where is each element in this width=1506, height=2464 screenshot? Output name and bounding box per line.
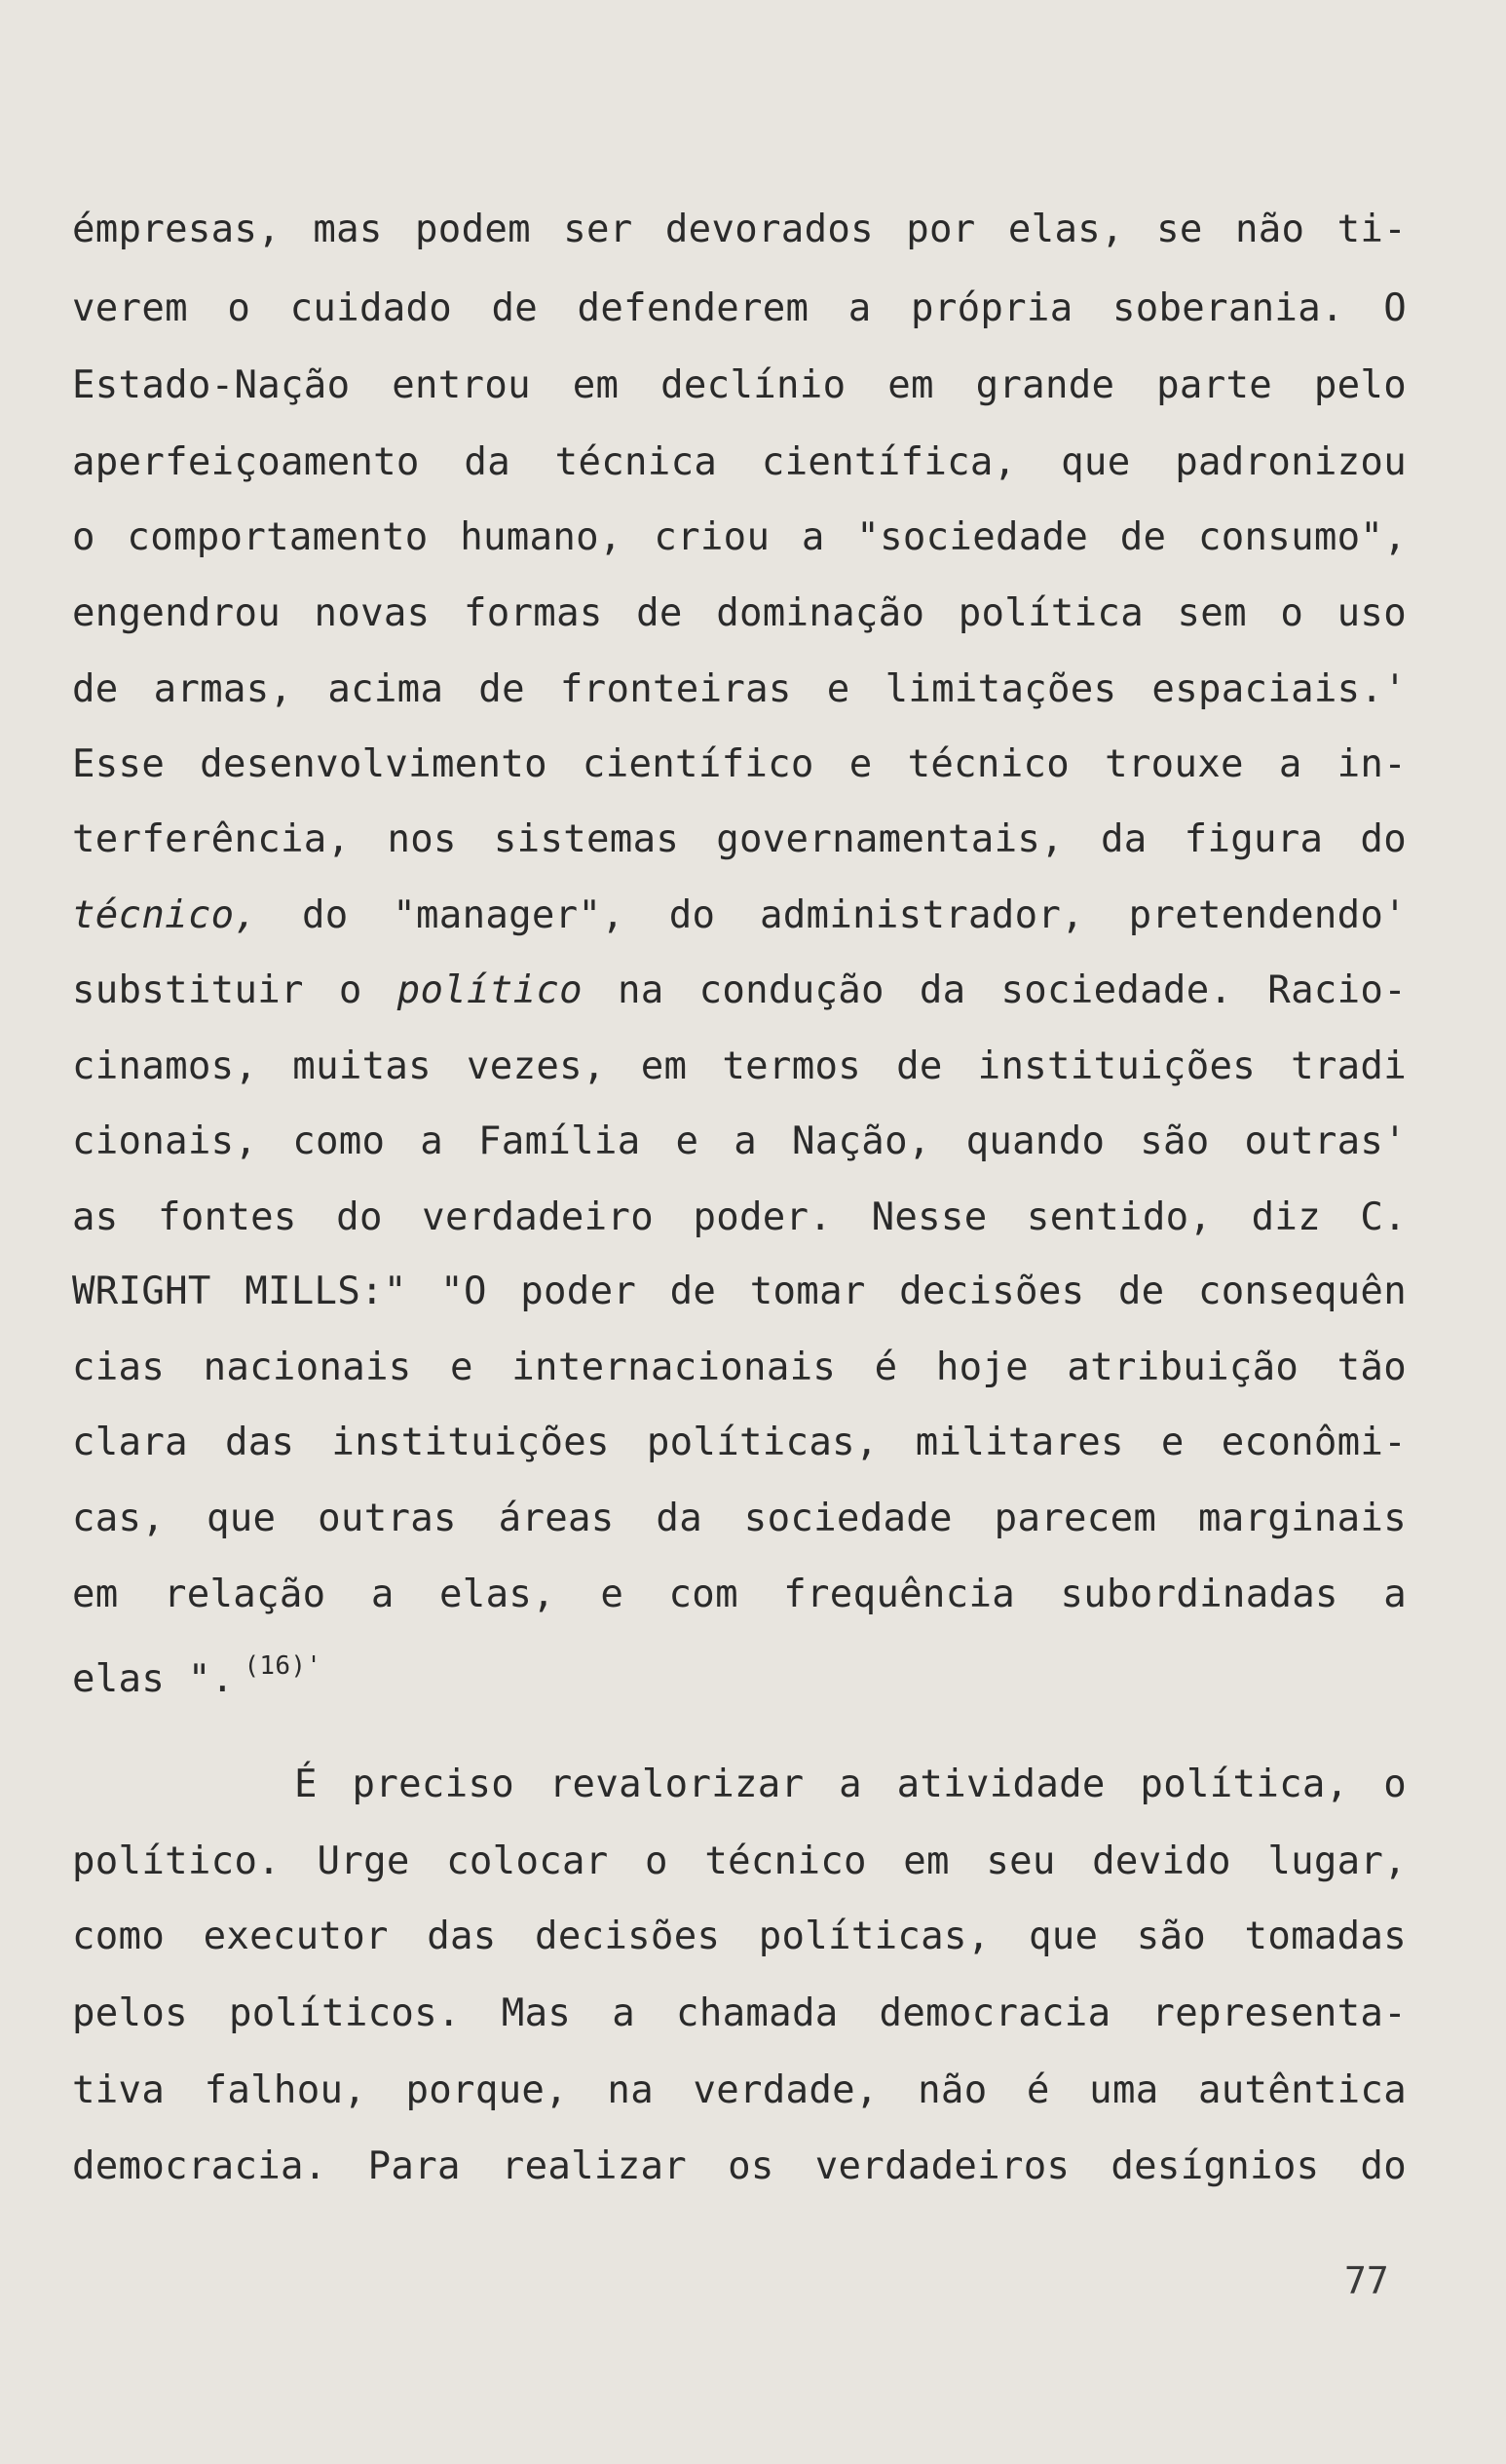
text-line: de armas, acima de fronteiras e limitações espaciais.' xyxy=(72,667,1407,711)
text-line xyxy=(72,1651,1407,1701)
text-line xyxy=(72,893,1407,937)
text-line: Estado-Nação entrou em declínio em grande parte pelo xyxy=(72,363,1407,407)
text-line: cias nacionais e internacionais é hoje atribuição tão xyxy=(72,1346,1407,1389)
text-line: as fontes do verdadeiro poder. Nesse sentido, diz C. xyxy=(72,1195,1407,1239)
text-line: político. Urge colocar o técnico em seu devido lugar, xyxy=(72,1839,1407,1883)
text-line: cinamos, muitas vezes, em termos de instituições tradi xyxy=(72,1044,1407,1088)
text-line: cas, que outras áreas da sociedade parecem marginais xyxy=(72,1497,1407,1540)
text-line: aperfeiçoamento da técnica científica, que padronizou xyxy=(72,440,1407,484)
footnote-reference: (16)' xyxy=(244,1651,322,1681)
text-line: cionais, como a Família e a Nação, quando são outras' xyxy=(72,1119,1407,1163)
text-line: tiva falhou, porque, na verdade, não é uma autêntica xyxy=(72,2068,1407,2112)
text-line: WRIGHT MILLS:" "O poder de tomar decisões de consequên xyxy=(72,1270,1407,1313)
text-line: É preciso revalorizar a atividade política, o xyxy=(294,1763,1407,1806)
text-line: émpresas, mas podem ser devorados por elas, se não ti- xyxy=(72,208,1407,251)
italic-term-politico: político xyxy=(396,968,583,1012)
text-line: em relação a elas, e com frequência subordinadas a xyxy=(72,1573,1407,1616)
text-line: terferência, nos sistemas governamentais, da figura do xyxy=(72,817,1407,861)
text-span: elas ". xyxy=(72,1657,235,1701)
text-line: pelos políticos. Mas a chamada democracia representa- xyxy=(72,1991,1407,2035)
text-line: democracia. Para realizar os verdadeiros desígnios do xyxy=(72,2144,1407,2188)
text-line: o comportamento humano, criou a "sociedade de consumo", xyxy=(72,515,1407,559)
text-line: clara das instituições políticas, militares e econômi- xyxy=(72,1421,1407,1464)
text-span: do "manager", do administrador, pretendendo' xyxy=(257,893,1407,937)
text-line: como executor das decisões políticas, que são tomadas xyxy=(72,1914,1407,1958)
text-line: engendrou novas formas de dominação política sem o uso xyxy=(72,591,1407,635)
text-line: Esse desenvolvimento científico e técnico trouxe a in- xyxy=(72,742,1407,786)
text-span: na condução da sociedade. Racio- xyxy=(582,968,1407,1012)
text-line xyxy=(72,968,1407,1012)
text-line: verem o cuidado de defenderem a própria soberania. O xyxy=(72,286,1407,330)
text-span: substituir o xyxy=(72,968,397,1012)
italic-term-tecnico: técnico, xyxy=(72,893,258,937)
page-number: 77 xyxy=(1344,2259,1389,2302)
